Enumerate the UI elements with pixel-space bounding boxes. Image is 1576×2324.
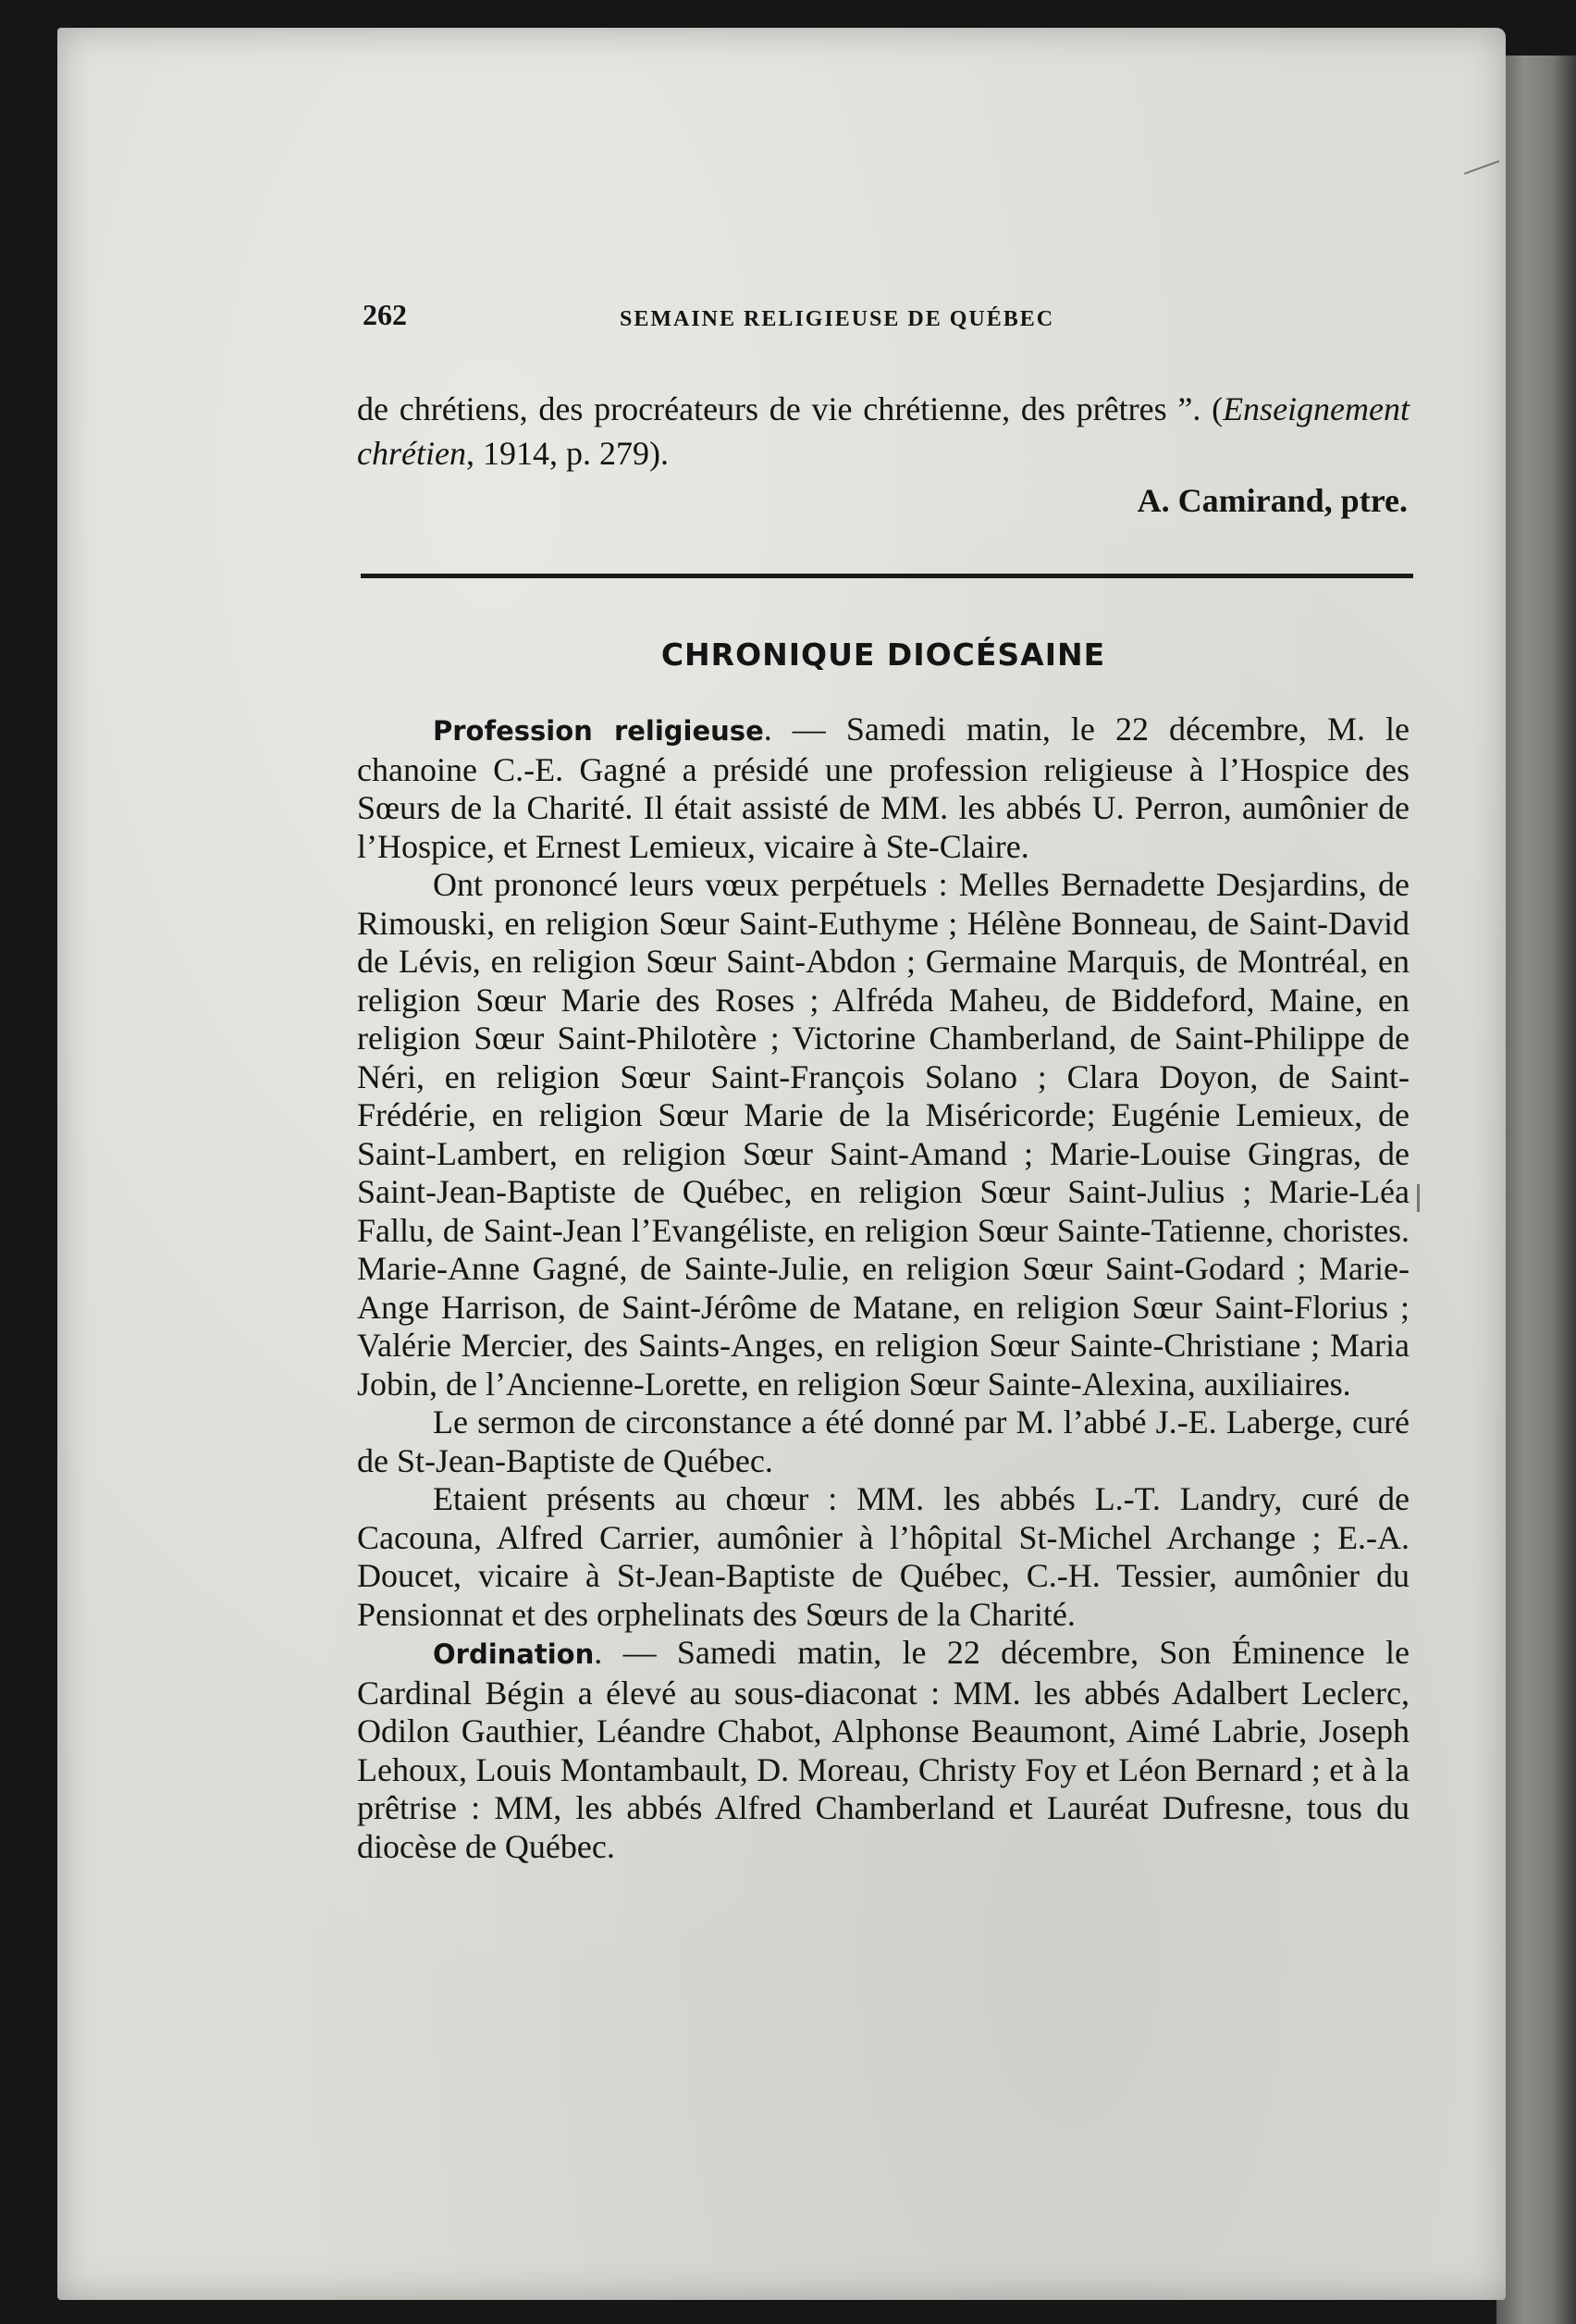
run-in-heading-ordination: Ordination [433, 1638, 595, 1670]
paragraph-sermon: Le sermon de circonstance a été donné par M. l’abbé J.-E. Laberge, curé de St-Jean-Baptiste de Québec. [357, 1403, 1410, 1479]
carry-over-text-end: , 1914, p. 279). [465, 435, 669, 472]
section-divider-rule [361, 574, 1413, 578]
paragraph-ordination [357, 1634, 1410, 1866]
book-page [57, 28, 1506, 2300]
chronicle-body [357, 711, 1410, 1866]
carry-over-text-start: de chrétiens, des procréateurs de vie chrétienne, des prêtres ”. ( [357, 390, 1224, 427]
paragraph-vows: Ont prononcé leurs vœux perpétuels : Melles Bernadette Desjardins, de Rimouski, en religion Sœur Saint-Euthyme ; Hélène Bonneau, de Saint-David de Lévis, en religion Sœur Saint-Abdon ; Germaine Marquis, de Montréal, en religion Sœur Marie des Roses ; Alfréda Maheu, de Biddeford, Maine, en religion Sœur Saint-Philotère ; Victorine Chamberland, de Saint-Philippe de Néri, en religion Sœur Saint-François Solano ; Clara Doyon, de Saint-Frédérie, en religion Sœur Marie de la Miséricorde; Eugénie Lemieux, de Saint-Lambert, en religion Sœur Saint-Amand ; Marie-Louise Gingras, de Saint-Jean-Baptiste de Québec, en religion Sœur Saint-Julius ; Marie-Léa Fallu, de Saint-Jean l’Evangéliste, en religion Sœur Sainte-Tatienne, choristes. Marie-Anne Gagné, de Sainte-Julie, en religion Sœur Saint-Godard ; Marie-Ange Harrison, de Saint-Jérôme de Matane, en religion Sœur Saint-Florius ; Valérie Mercier, des Saints-Anges, en religion Sœur Sainte-Christiane ; Maria Jobin, de l’Ancienne-Lorette, en religion Sœur Sainte-Alexina, auxiliaires. [357, 866, 1410, 1403]
paragraph-attendees: Etaient présents au chœur : MM. les abbés L.-T. Landry, curé de Cacouna, Alfred Carrier, aumônier à l’hôpital St-Michel Archange ; E.-A. Doucet, vicaire à St-Jean-Baptiste de Québec, C.-H. Tessier, aumônier du Pensionnat et des orphelinats des Sœurs de la Charité. [357, 1480, 1410, 1633]
paragraph-text: . — Samedi matin, le 22 décembre, Son Éminence le Cardinal Bégin a élevé au sous-diaconat : MM. les abbés Adalbert Leclerc, Odilon Gauthier, Léandre Chabot, Alphonse Beaumont, Aimé Labrie, Joseph Lehoux, Louis Montambault, D. Moreau, Christy Foy et Léon Bernard ; et à la prêtrise : MM, les abbés Alfred Chamberland et Lauréat Dufresne, tous du diocèse de Québec. [357, 1634, 1410, 1865]
running-head [357, 298, 1410, 344]
scratch-mark [1464, 160, 1499, 175]
journal-title: SEMAINE RELIGIEUSE DE QUÉBEC [620, 307, 1055, 331]
section-heading: CHRONIQUE DIOCÉSAINE [660, 637, 1106, 673]
paragraph-profession [357, 711, 1410, 866]
scratch-mark [1417, 1184, 1420, 1212]
paragraph-text: . — Samedi matin, le 22 décembre, M. le chanoine C.-E. Gagné a présidé une profession religieuse à l’Hospice des Sœurs de la Charité. Il était assisté de MM. les abbés U. Perron, aumônier de l’Hospice, et Ernest Lemieux, vicaire à Ste-Claire. [357, 711, 1410, 865]
author-signature: A. Camirand, ptre. [1137, 482, 1408, 519]
cited-work-title: Enseignement chrétien [357, 390, 1410, 472]
adjacent-page-edge [1496, 56, 1576, 2324]
run-in-heading-profession: Profession religieuse [433, 715, 764, 747]
page-number: 262 [363, 298, 407, 331]
carry-over-text [357, 387, 1410, 476]
